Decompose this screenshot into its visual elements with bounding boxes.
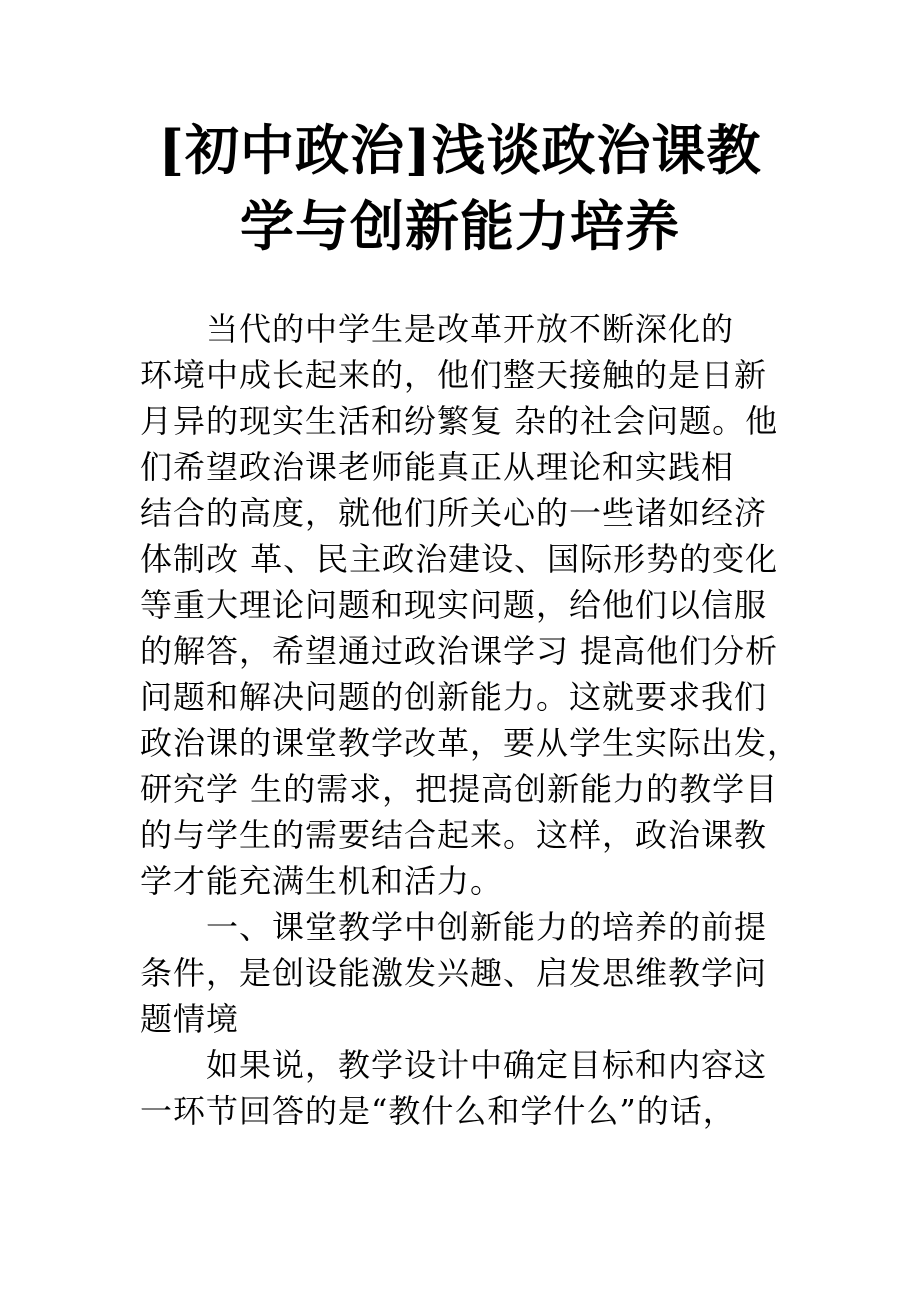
text-line: 结合的高度，就他们所关心的一些诸如经济	[140, 494, 768, 532]
text-line: 政治课的课堂教学改革，要从学生实际出发，	[140, 724, 801, 762]
text-line: 等重大理论问题和现实问题，给他们以信服	[140, 586, 768, 624]
text-line: 的与学生的需要结合起来。这样，政治课教	[140, 816, 768, 854]
text-line: 一、课堂教学中创新能力的培养的前提	[206, 908, 768, 946]
text-line: 月异的现实生活和纷繁复 杂的社会问题。他	[140, 402, 779, 440]
text-line: 问题和解决问题的创新能力。这就要求我们	[140, 678, 768, 716]
section-heading	[140, 904, 790, 1042]
text-line: 当代的中学生是改革开放不断深化的	[206, 310, 735, 348]
text-line: 条件，是创设能激发兴趣、启发思维教学问	[140, 954, 768, 992]
title-line: [初中政治]浅谈政治课教	[158, 118, 762, 182]
document-title	[100, 112, 820, 264]
text-line: 如果说，教学设计中确定目标和内容这	[206, 1046, 768, 1084]
text-line: 题情境	[140, 1000, 240, 1038]
paragraph-intro	[140, 306, 801, 904]
title-line: 学与创新能力培养	[240, 194, 680, 258]
text-line: 的解答，希望通过政治课学习 提高他们分析	[140, 632, 779, 670]
text-line: 研究学 生的需求，把提高创新能力的教学目	[140, 770, 779, 808]
text-line: 一环节回答的是“教什么和学什么”的话，	[140, 1092, 736, 1130]
text-line: 学才能充满生机和活力。	[140, 862, 504, 900]
document-body	[140, 306, 801, 1134]
paragraph-section-one	[140, 1042, 790, 1134]
text-line: 环境中成长起来的，他们整天接触的是日新	[140, 356, 768, 394]
text-line: 们希望政治课老师能真正从理论和实践相	[140, 448, 735, 486]
text-line: 体制改 革、民主政治建设、国际形势的变化	[140, 540, 779, 578]
